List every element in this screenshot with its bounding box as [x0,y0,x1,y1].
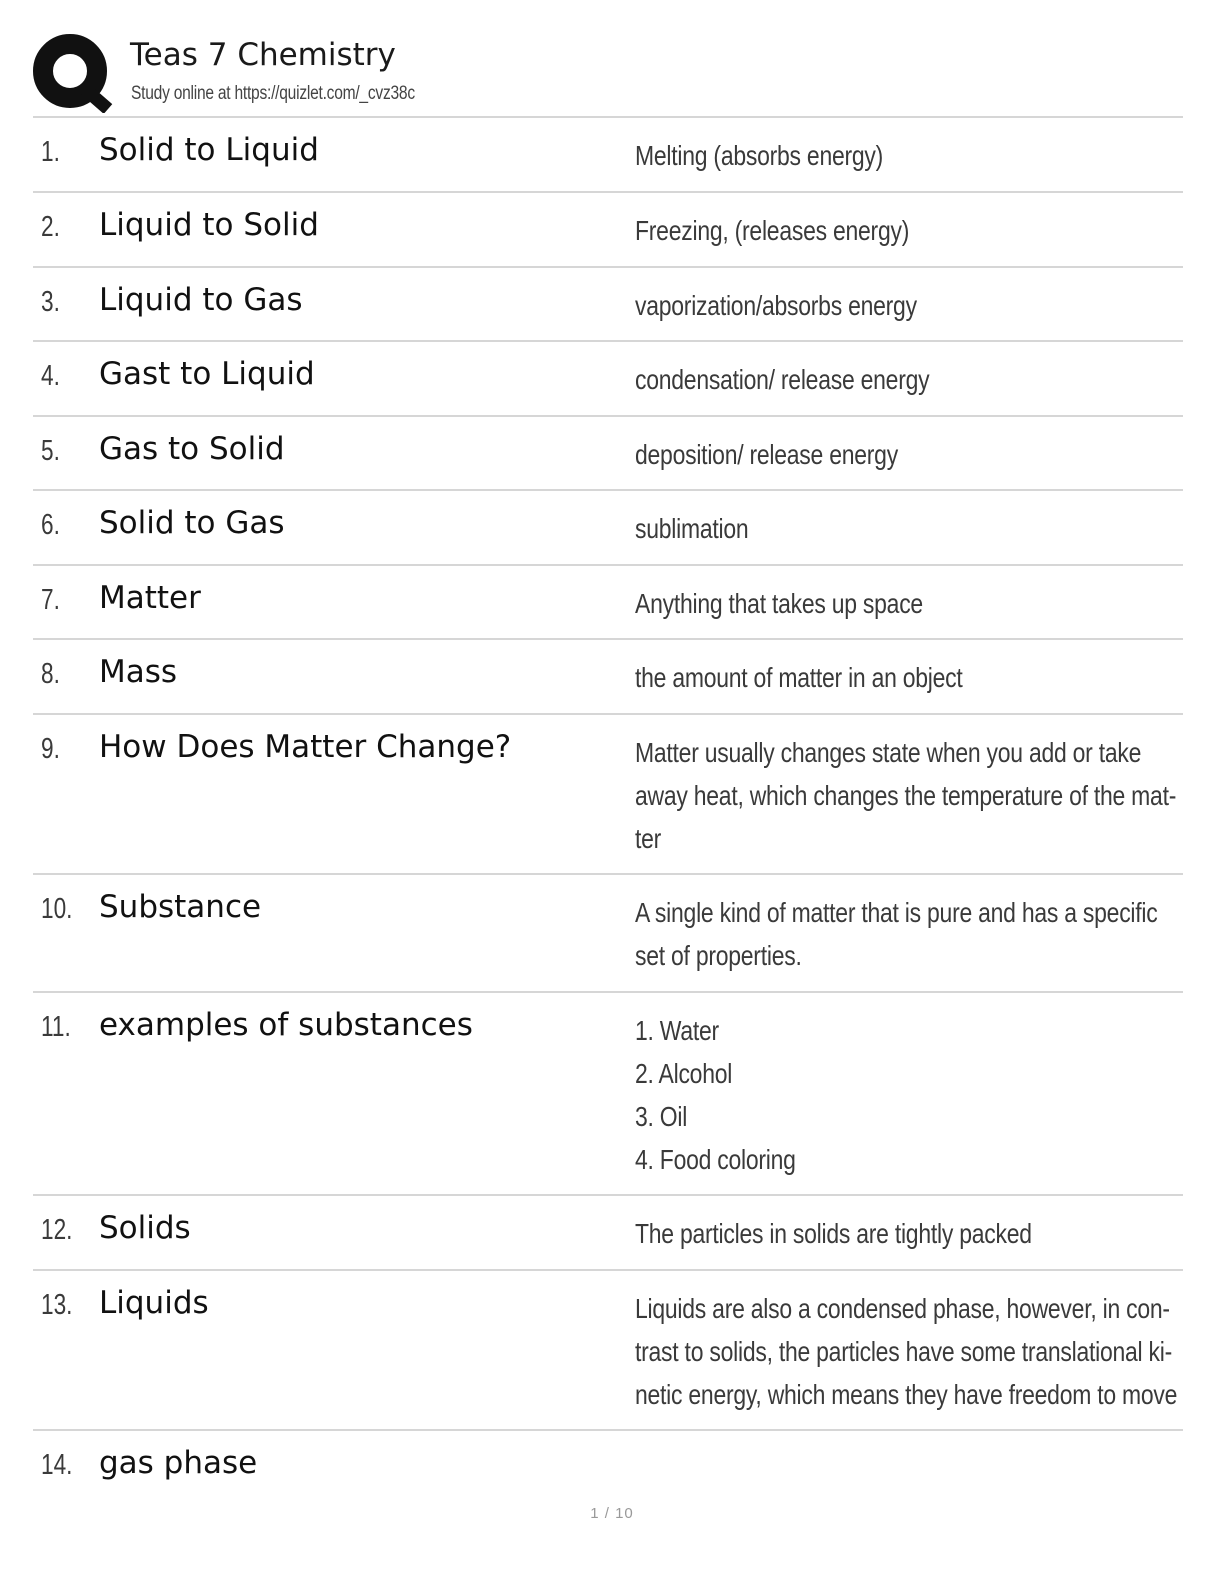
item-term: examples of substances [99,1007,473,1043]
item-number: 9. [41,733,60,765]
item-number: 10. [41,893,73,925]
item-definition: deposition/ release energy [635,439,898,470]
page-number: 1 / 10 [590,1505,634,1522]
item-number: 3. [41,286,60,318]
item-definition: Matter usually changes state when you add or take away heat, which changes the temperature of the mat- ter [635,737,1177,854]
item-term: Liquids [99,1285,209,1321]
item-term: Mass [99,654,178,690]
term-list [33,116,1183,1501]
list-item [33,193,1183,268]
list-item [33,118,1183,193]
list-item [33,268,1183,342]
list-item [33,640,1183,715]
item-number: 2. [41,211,60,243]
study-link[interactable]: Study online at https://quizlet.com/_cvz38c [131,83,415,104]
item-definition: sublimation [635,513,749,544]
item-term: How Does Matter Change? [99,729,512,765]
item-definition: Anything that takes up space [635,588,923,619]
item-number: 11. [41,1011,71,1043]
item-term: gas phase [99,1445,258,1481]
list-item [33,491,1183,566]
item-term: Matter [99,580,201,616]
list-item [33,875,1183,993]
list-item [33,1431,1183,1501]
item-number: 6. [41,509,60,541]
item-definition: The particles in solids are tightly packed [635,1218,1032,1249]
item-term: Gas to Solid [99,431,285,467]
item-term: Solids [99,1210,191,1246]
item-number: 7. [41,584,60,616]
item-number: 5. [41,435,60,467]
list-item [33,1196,1183,1271]
item-term: Solid to Liquid [99,132,319,168]
item-term: Substance [99,889,262,925]
item-definition: 1. Water 2. Alcohol 3. Oil 4. Food coloring [635,1015,796,1175]
list-item [33,566,1183,640]
list-item [33,417,1183,491]
item-number: 14. [41,1449,73,1481]
item-number: 1. [41,136,60,168]
item-definition: Freezing, (releases energy) [635,215,910,246]
item-definition: vaporization/absorbs energy [635,290,917,321]
item-number: 4. [41,360,60,392]
item-number: 12. [41,1214,73,1246]
page-header [33,33,1183,117]
item-number: 13. [41,1289,73,1321]
item-definition: Melting (absorbs energy) [635,140,884,171]
item-definition: the amount of matter in an object [635,662,963,693]
item-definition: Liquids are also a condensed phase, however, in con- trast to solids, the particles have some translational ki- netic energy, which means they have freedom to move [635,1293,1178,1410]
item-definition: A single kind of matter that is pure and has a specific set of properties. [635,897,1158,971]
list-item [33,993,1183,1196]
list-item [33,715,1183,875]
list-item [33,342,1183,417]
quizlet-logo-icon [33,33,113,113]
item-term: Liquid to Gas [99,282,303,318]
page-title: Teas 7 Chemistry [130,37,396,73]
item-definition: condensation/ release energy [635,364,930,395]
list-item [33,1271,1183,1431]
item-term: Liquid to Solid [99,207,319,243]
item-term: Solid to Gas [99,505,285,541]
item-term: Gast to Liquid [99,356,315,392]
item-number: 8. [41,658,60,690]
